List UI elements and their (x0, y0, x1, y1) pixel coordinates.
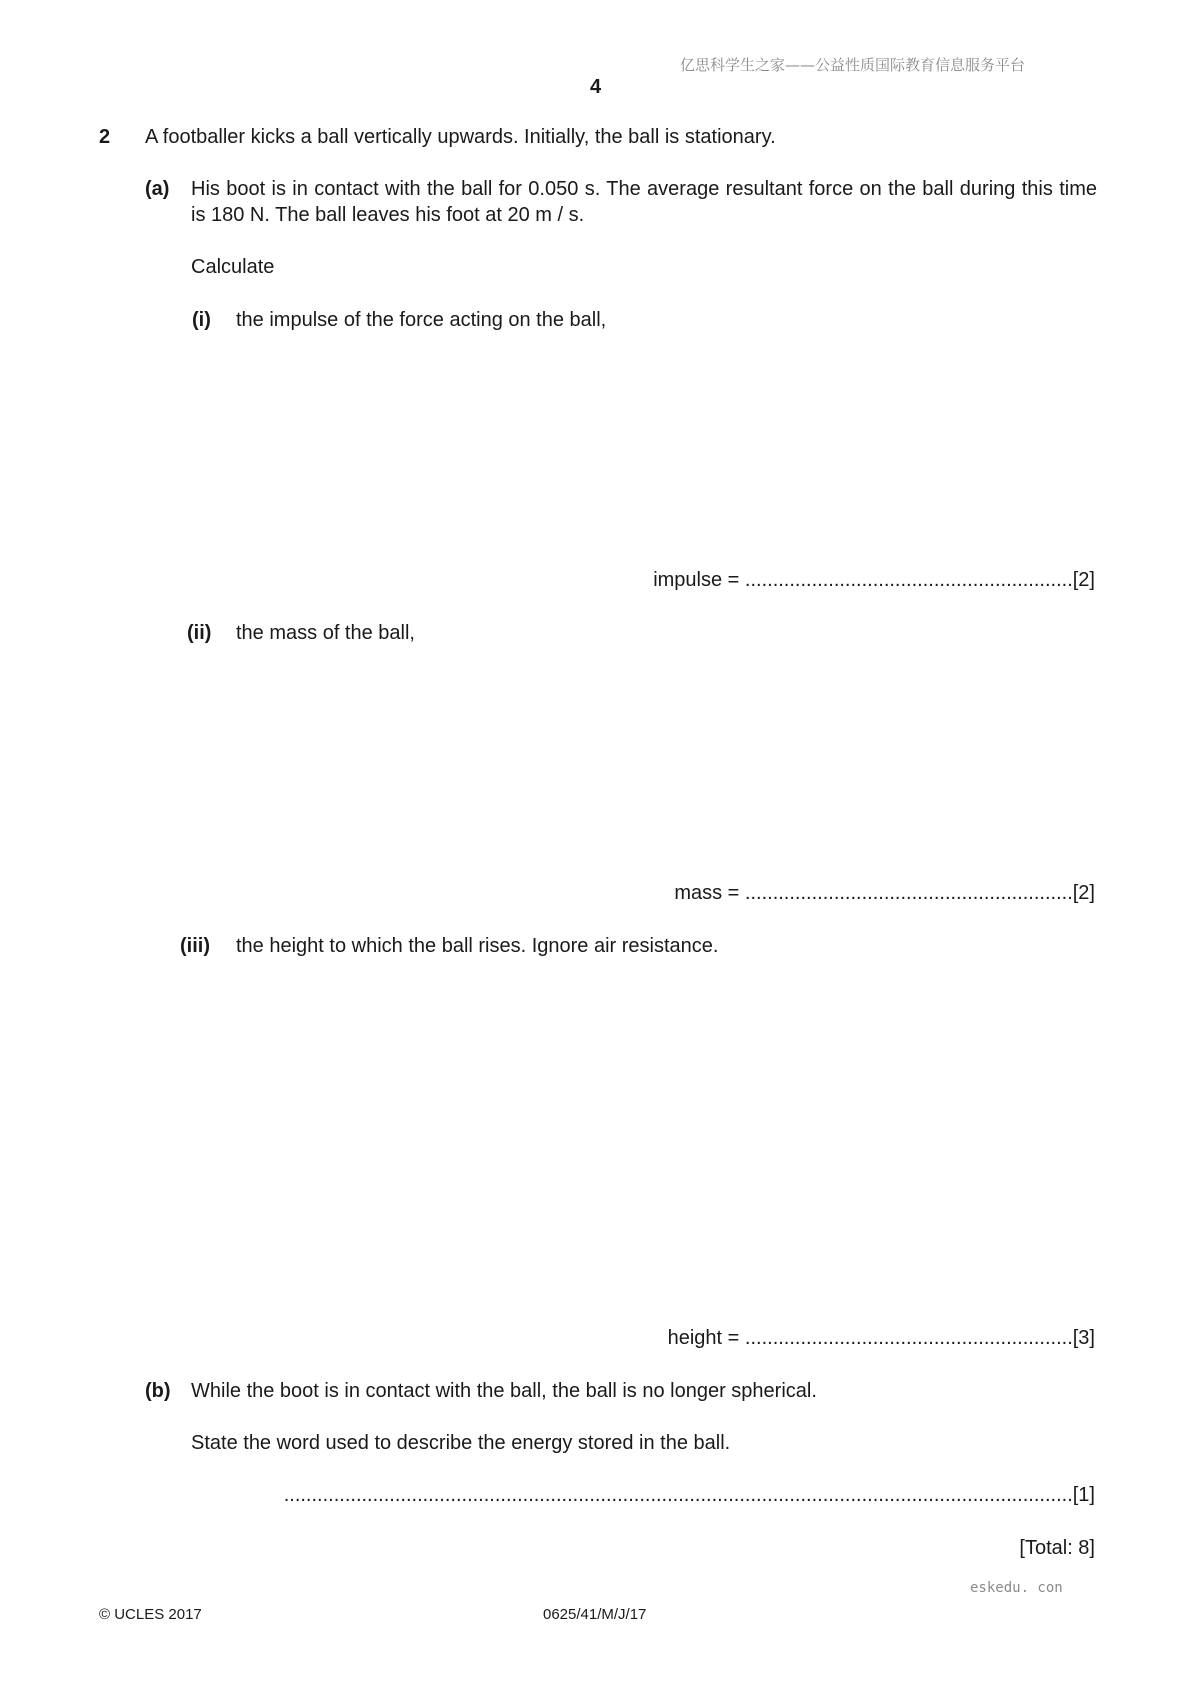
height-marks: [3] (1072, 1327, 1095, 1349)
sub-iii-label: (iii) (180, 935, 210, 957)
footer-code: 0625/41/M/J/17 (543, 1606, 647, 1623)
page-number: 4 (589, 76, 602, 98)
sub-i-label: (i) (192, 309, 211, 331)
sub-i-text: the impulse of the force acting on the ball, (236, 309, 607, 331)
site-mark: eskedu. con (970, 1580, 1063, 1596)
impulse-answer-dots[interactable]: ........................................................... (744, 569, 1073, 591)
footer-copyright: © UCLES 2017 (99, 1606, 202, 1623)
part-b-marks: [1] (1072, 1484, 1095, 1506)
impulse-marks: [2] (1072, 569, 1095, 591)
part-a-text: His boot is in contact with the ball for 0.050 s. The average resultant force on the ball during this time is 180 N. The ball leaves his foot at 20 m / s. (191, 178, 1097, 226)
part-a-label: (a) (145, 178, 170, 200)
watermark-text: 亿思科学生之家——公益性质国际教育信息服务平台 (680, 56, 1026, 74)
mass-marks: [2] (1072, 882, 1095, 904)
mass-answer-dots[interactable]: ........................................................... (744, 882, 1073, 904)
question-number: 2 (99, 126, 111, 148)
part-b-label: (b) (145, 1380, 171, 1402)
part-b-answer-line[interactable] (284, 1482, 1095, 1508)
total-marks: [Total: 8] (1019, 1537, 1095, 1559)
height-answer-dots[interactable]: ........................................................... (744, 1327, 1073, 1349)
impulse-answer-label: impulse = (653, 569, 740, 591)
question-stem: A footballer kicks a ball vertically upwards. Initially, the ball is stationary. (145, 126, 776, 148)
mass-answer-line[interactable] (674, 880, 1095, 906)
part-b-text: While the boot is in contact with the ball, the ball is no longer spherical. (191, 1380, 817, 1402)
height-answer-label: height = (667, 1327, 740, 1349)
part-b-answer-dots[interactable]: .............................................................................................................................................. (283, 1484, 1073, 1506)
part-a-instruction: Calculate (191, 256, 275, 278)
height-answer-line[interactable] (668, 1325, 1095, 1351)
part-b-instruction: State the word used to describe the energy stored in the ball. (191, 1432, 731, 1454)
sub-ii-text: the mass of the ball, (236, 622, 415, 644)
impulse-answer-line[interactable] (653, 567, 1095, 593)
sub-iii-text: the height to which the ball rises. Ignore air resistance. (236, 935, 719, 957)
sub-ii-label: (ii) (187, 622, 212, 644)
mass-answer-label: mass = (674, 882, 740, 904)
